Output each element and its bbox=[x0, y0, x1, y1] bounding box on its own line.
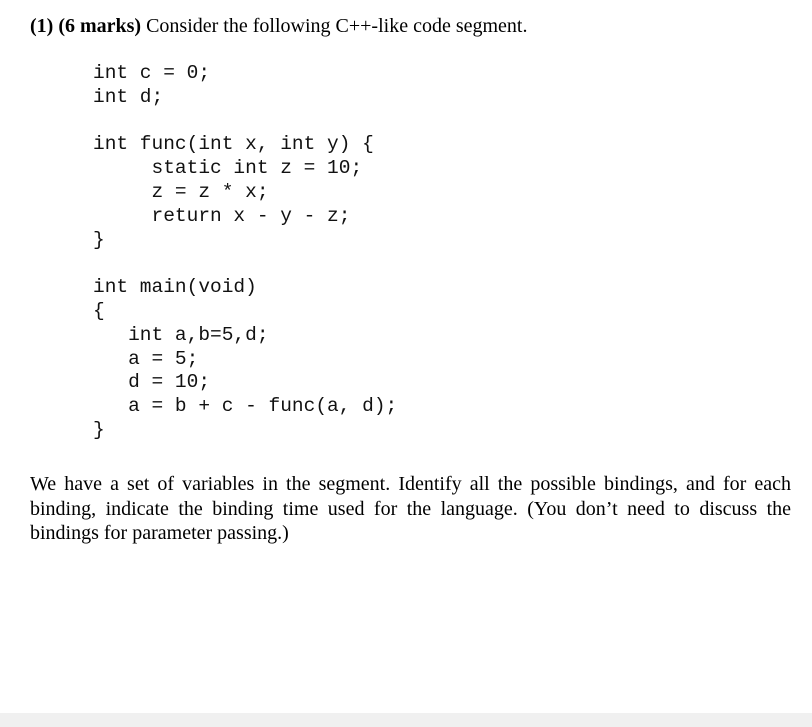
code-block bbox=[93, 62, 397, 443]
question-heading bbox=[30, 14, 527, 38]
code-line: int c = 0; bbox=[93, 62, 211, 84]
code-line bbox=[93, 110, 397, 134]
code-line: a = 5; bbox=[93, 347, 199, 370]
code-line: } bbox=[93, 228, 105, 251]
bottom-strip bbox=[0, 713, 812, 727]
code-line: int func(int x, int y) { bbox=[93, 133, 374, 156]
code-line: d = 10; bbox=[93, 371, 211, 394]
code-line: return x - y - z; bbox=[93, 204, 351, 227]
code-line bbox=[93, 252, 397, 276]
question-label: (1) (6 marks) bbox=[30, 15, 142, 37]
code-line: { bbox=[93, 299, 105, 322]
code-line: int a,b=5,d; bbox=[93, 323, 269, 346]
code-line: a = b + c - func(a, d); bbox=[93, 395, 398, 418]
code-line: z = z * x; bbox=[93, 180, 269, 203]
code-line: } bbox=[93, 418, 105, 441]
code-line: static int z = 10; bbox=[93, 157, 363, 180]
question-paragraph: We have a set of variables in the segment. Identify all the possible bindings, and for each binding, indicate the binding time used for the language. (You don’t need to discuss the bindings for parameter passing.) bbox=[30, 473, 791, 544]
code-line: int main(void) bbox=[93, 276, 257, 299]
question-intro: Consider the following C++-like code segment. bbox=[141, 15, 528, 37]
code-line: int d; bbox=[93, 85, 164, 108]
